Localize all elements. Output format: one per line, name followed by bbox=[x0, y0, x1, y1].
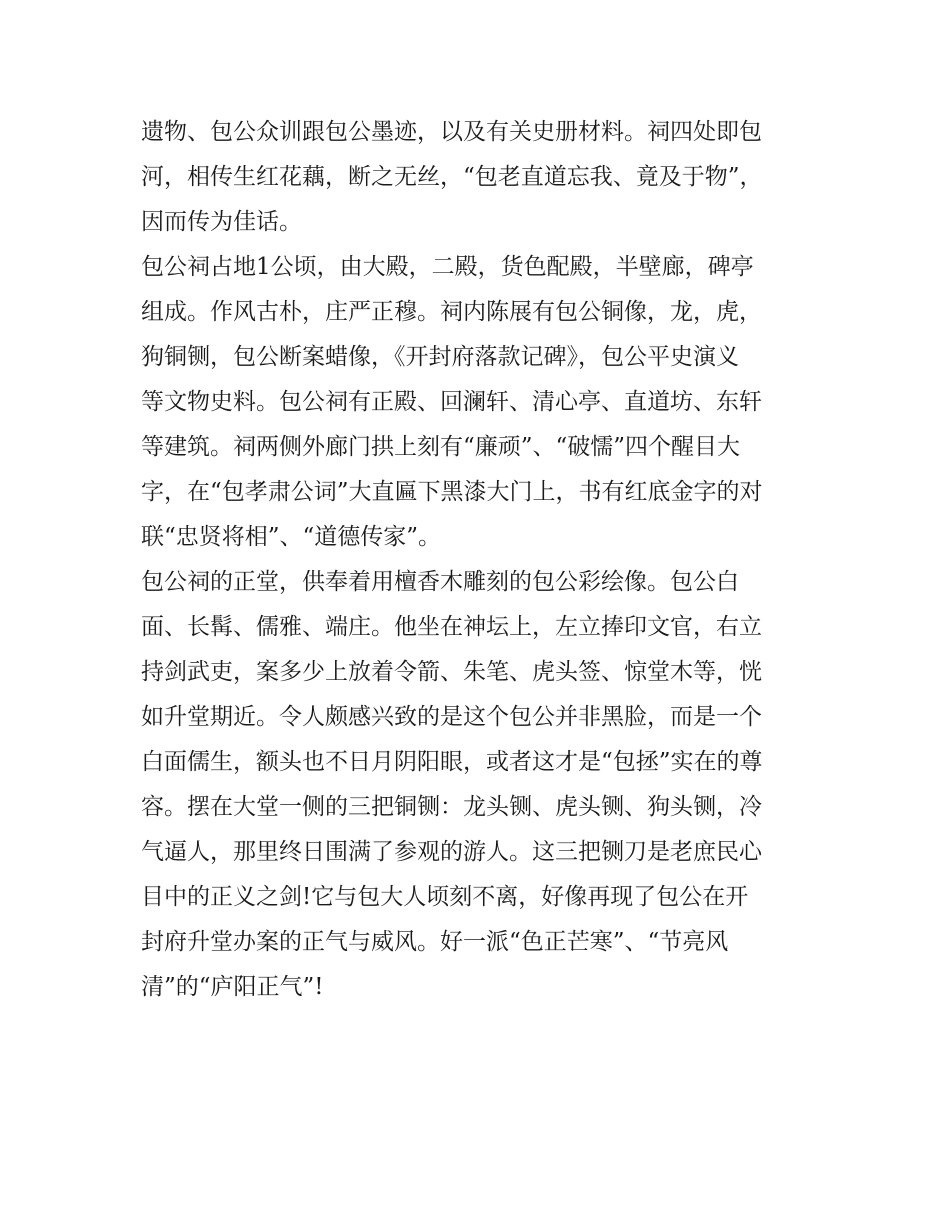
text-line: 包公祠占地1公顷，由大殿，二殿，货色配殿，半壁廊，碑亭 bbox=[141, 254, 754, 280]
text-line: 封府升堂办案的正气与威风。好一派“色正芒寒”、“节亮风 bbox=[141, 929, 729, 955]
text-line: 因而传为佳话。 bbox=[141, 209, 302, 235]
text-line: 包公祠的正堂，供奉着用檀香木雕刻的包公彩绘像。包公白 bbox=[141, 569, 739, 595]
text-line: 容。摆在大堂一侧的三把铜铡：龙头铡、虎头铡、狗头铡，冷 bbox=[141, 794, 762, 820]
text-line: 等建筑。祠两侧外廊门拱上刻有“廉顽”、“破懦”四个醒目大 bbox=[141, 434, 741, 460]
text-line: 等文物史料。包公祠有正殿、回澜轩、清心亭、直道坊、东轩 bbox=[141, 389, 762, 415]
text-line: 目中的正义之剑!它与包大人顷刻不离，好像再现了包公在开 bbox=[141, 884, 749, 910]
text-line: 组成。作风古朴，庄严正穆。祠内陈展有包公铜像，龙，虎， bbox=[141, 299, 762, 325]
text-line: 气逼人，那里终日围满了参观的游人。这三把铡刀是老庶民心 bbox=[141, 839, 762, 865]
text-line: 如升堂期近。令人颇感兴致的是这个包公并非黑脸，而是一个 bbox=[141, 704, 762, 730]
text-line: 遗物、包公众训跟包公墨迹，以及有关史册材料。祠四处即包 bbox=[141, 119, 762, 145]
text-line: 白面儒生，额头也不日月阴阳眼，或者这才是“包拯”实在的尊 bbox=[141, 749, 763, 775]
text-line: 狗铜铡，包公断案蜡像，《开封府落款记碑》，包公平史演义 bbox=[141, 344, 739, 370]
text-line: 面、长髯、儒雅、端庄。他坐在神坛上，左立捧印文官，右立 bbox=[141, 614, 762, 640]
text-line: 字，在“包孝肃公词”大直匾下黑漆大门上，书有红底金字的对 bbox=[141, 479, 763, 505]
text-line: 持剑武吏，案多少上放着令箭、朱笔、虎头签、惊堂木等，恍 bbox=[141, 659, 762, 685]
text-line: 清”的“庐阳正气”! bbox=[141, 974, 324, 1000]
body-text bbox=[141, 110, 821, 1010]
text-line: 联“忠贤将相”、“道德传家”。 bbox=[141, 524, 442, 550]
text-line: 河，相传生红花藕，断之无丝，“包老直道忘我、竟及于物”， bbox=[141, 164, 763, 190]
